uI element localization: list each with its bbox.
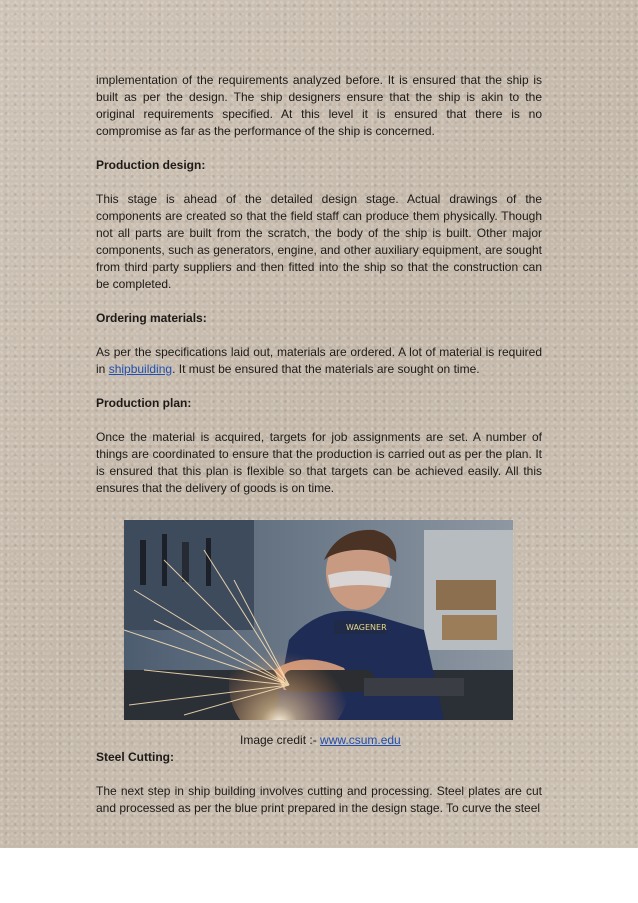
steel-cutting-heading: Steel Cutting: bbox=[96, 750, 174, 764]
intro-paragraph: implementation of the requirements analyzed before. It is ensured that the ship is built as per the design. The ship designers ensure that the ship is akin to the original requirements specified. At this level it is ensured that there is no compromise as far as the performance of the ship is concerned. bbox=[96, 73, 542, 138]
caption-prefix: Image credit :- bbox=[240, 733, 321, 747]
ordering-materials-heading: Ordering materials: bbox=[96, 311, 207, 325]
csum-link[interactable]: www.csum.edu bbox=[320, 733, 401, 747]
image-caption bbox=[240, 732, 401, 749]
shipbuilding-link[interactable]: shipbuilding bbox=[108, 362, 173, 376]
name-badge: WAGENER bbox=[346, 623, 387, 632]
welder-photo-illustration bbox=[124, 520, 513, 720]
production-design-heading: Production design: bbox=[96, 158, 206, 172]
ordering-text-after: . It must be ensured that the materials are sought on time. bbox=[172, 362, 480, 376]
steel-cutting-paragraph: The next step in ship building involves cutting and processing. Steel plates are cut and processed as per the blue print prepared in the design stage. To curve the steel bbox=[96, 784, 542, 815]
ordering-text-before: As per the specifications laid out, materials are ordered. A lot of material is required in bbox=[96, 345, 542, 376]
production-plan-paragraph: Once the material is acquired, targets for job assignments are set. A number of things are coordinated to ensure that the production is carried out as per the plan. It is ensured that this plan is flexible so that targets can be achieved easily. All this ensures that the delivery of goods is on time. bbox=[96, 430, 542, 495]
steel-cutting-section bbox=[96, 749, 542, 817]
ordering-materials-paragraph bbox=[96, 344, 542, 378]
welder-photo bbox=[124, 520, 513, 720]
production-plan-heading: Production plan: bbox=[96, 396, 192, 410]
body-text bbox=[96, 72, 542, 497]
production-design-paragraph: This stage is ahead of the detailed design stage. Actual drawings of the components are created so that the field staff can produce them physically. Though not all parts are built from the scratch, the body of the ship is built. Other major components, such as generators, engine, and other auxiliary equipment, are sought from third party suppliers and then fitted into the ship so that the construction can be completed. bbox=[96, 192, 542, 291]
